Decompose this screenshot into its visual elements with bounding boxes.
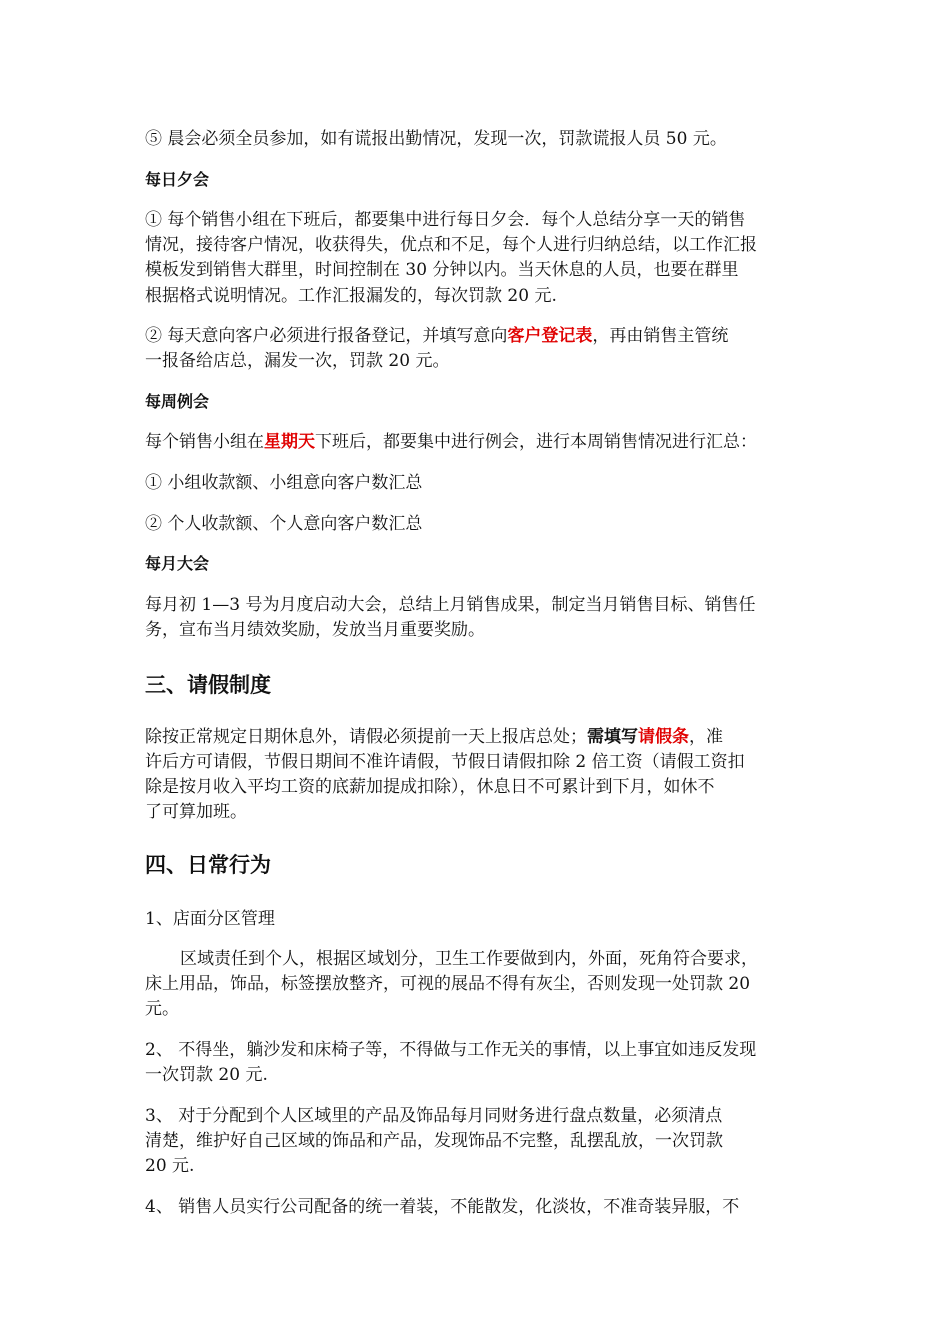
evening-rule-2-line-2: 一报备给店总，漏发一次，罚款 20 元。 <box>145 351 450 371</box>
leave-slip-highlight: 请假条 <box>638 727 689 747</box>
rule-3-line-2: 清楚，维护好自己区域的饰品和产品，发现饰品不完整，乱摆乱放，一次罚款 <box>145 1131 723 1151</box>
weekly-meeting-heading: 每周例会 <box>145 392 210 411</box>
daily-conduct-heading: 四、日常行为 <box>145 853 271 877</box>
leave-line-3: 除是按月收入平均工资的底薪加提成扣除），休息日不可累计到下月，如休不 <box>145 777 715 797</box>
weekly-text-a: 每个销售小组在 <box>145 432 264 452</box>
monthly-line-1: 每月初 1—3 号为月度启动大会，总结上月销售成果，制定当月销售目标、销售任 <box>145 595 756 615</box>
evening-rule-2-text-b: ，再由销售主管统 <box>592 326 729 346</box>
evening-rule-2-text-a: ② 每天意向客户必须进行报备登记，并填写意向 <box>145 326 508 346</box>
sunday-highlight: 星期天 <box>264 432 315 452</box>
leave-text-a: 除按正常规定日期休息外，请假必须提前一天上报店总处； <box>145 727 587 747</box>
leave-line-2: 许后方可请假，节假日期间不准许请假，节假日请假扣除 2 倍工资（请假工资扣 <box>145 752 745 772</box>
weekly-item-2: ② 个人收款额、个人意向客户数汇总 <box>145 514 423 534</box>
leave-line-4: 了可算加班。 <box>145 802 247 822</box>
weekly-item-1: ① 小组收款额、小组意向客户数汇总 <box>145 473 423 493</box>
morning-rule-5: ⑤ 晨会必须全员参加，如有谎报出勤情况，发现一次，罚款谎报人员 50 元。 <box>145 129 727 149</box>
zone-line-1: 区域责任到个人，根据区域划分，卫生工作要做到内，外面，死角符合要求， <box>180 949 758 969</box>
leave-line-1 <box>145 725 815 749</box>
rule-2-line-1: 2、 不得坐，躺沙发和床椅子等，不得做与工作无关的事情，以上事宜如违反发现 <box>145 1040 757 1060</box>
monthly-line-2: 务，宣布当月绩效奖励，发放当月重要奖励。 <box>145 620 485 640</box>
leave-text-b: ，准 <box>689 727 723 747</box>
zone-line-2: 床上用品，饰品，标签摆放整齐，可视的展品不得有灰尘，否则发现一处罚款 20 <box>145 974 751 994</box>
zone-line-3: 元。 <box>145 999 179 1019</box>
evening-rule-1-line-2: 情况，接待客户情况，收获得失，优点和不足，每个人进行归纳总结，以工作汇报 <box>145 235 757 255</box>
evening-meeting-heading: 每日夕会 <box>145 170 210 189</box>
evening-rule-1-line-4: 根据格式说明情况。工作汇报漏发的，每次罚款 20 元. <box>145 286 557 306</box>
must-fill-bold: 需填写 <box>587 727 638 747</box>
rule-3-line-3: 20 元. <box>145 1156 195 1176</box>
zone-management-title: 1、店面分区管理 <box>145 909 275 929</box>
evening-rule-2-line-1 <box>145 324 815 348</box>
customer-register-form-highlight: 客户登记表 <box>507 326 593 346</box>
rule-3-line-1: 3、 对于分配到个人区域里的产品及饰品每月同财务进行盘点数量，必须清点 <box>145 1106 723 1126</box>
weekly-meeting-text <box>145 430 815 454</box>
monthly-meeting-heading: 每月大会 <box>145 554 210 573</box>
leave-policy-heading: 三、请假制度 <box>145 673 271 697</box>
weekly-text-b: 下班后，都要集中进行例会，进行本周销售情况进行汇总： <box>315 432 757 452</box>
evening-rule-1-line-3: 模板发到销售大群里，时间控制在 30 分钟以内。当天休息的人员，也要在群里 <box>145 260 739 280</box>
evening-rule-1-line-1: ① 每个销售小组在下班后，都要集中进行每日夕会．每个人总结分享一天的销售 <box>145 210 746 230</box>
rule-2-line-2: 一次罚款 20 元. <box>145 1065 268 1085</box>
rule-4-line-1: 4、 销售人员实行公司配备的统一着装，不能散发，化淡妆，不准奇装异服，不 <box>145 1197 740 1217</box>
